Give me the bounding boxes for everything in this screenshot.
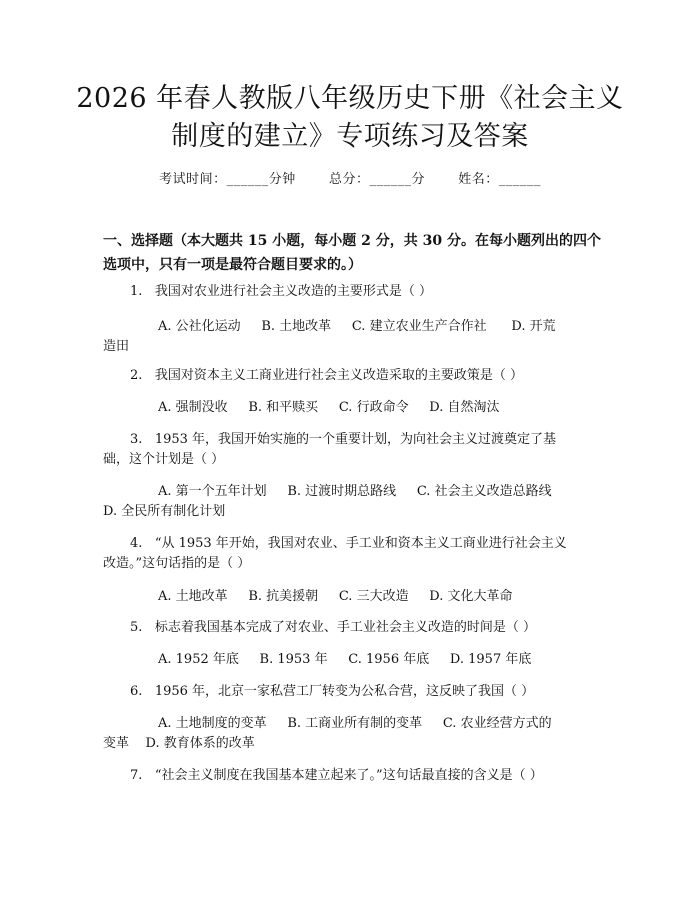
name-blank: ______ [498, 172, 541, 187]
option-c: C. 社会主义改造总路线 [416, 484, 552, 499]
time-blank: ______ [226, 172, 269, 187]
option-d: D. 开荒 [511, 319, 556, 334]
question-text: 我国对资本主义工商业进行社会主义改造采取的主要政策是（ ） [154, 368, 523, 383]
option-a: A. 第一个五年计划 [158, 484, 267, 499]
question-6-options [158, 714, 552, 734]
question-7 [130, 766, 543, 786]
question-2 [130, 366, 523, 386]
question-4-options [158, 587, 512, 607]
question-4 [130, 534, 567, 554]
time-unit: 分钟 [268, 172, 296, 187]
option-d: D. 1957 年底 [449, 652, 532, 667]
question-number: 5. [130, 620, 143, 635]
question-1-options [158, 317, 556, 337]
page-title-line-1: 2026 年春人教版八年级历史下册《社会主义 [76, 83, 624, 114]
question-text: 标志着我国基本完成了对农业、手工业社会主义改造的时间是（ ） [154, 620, 536, 635]
question-number: 6. [130, 684, 143, 699]
option-a: A. 土地制度的变革 [158, 716, 267, 731]
question-3 [130, 430, 556, 450]
option-b: B. 和平赎买 [248, 400, 319, 415]
question-3-text-wrap: 础，这个计划是（ ） [103, 452, 225, 467]
option-c: C. 1956 年底 [348, 652, 430, 667]
question-number: 1. [130, 284, 143, 299]
option-c: C. 三大改造 [338, 589, 409, 604]
question-text: 我国对农业进行社会主义改造的主要形式是（ ） [154, 284, 432, 299]
option-b: B. 工商业所有制的变革 [287, 716, 423, 731]
question-number: 3. [130, 432, 143, 447]
exam-meta [0, 168, 700, 187]
name-label: 姓名： [458, 172, 499, 187]
question-1-option-wrap: 造田 [103, 339, 130, 354]
option-d: D. 自然淘汰 [429, 400, 500, 415]
question-number: 7. [130, 768, 143, 783]
option-b: B. 土地改革 [261, 319, 332, 334]
option-b: B. 1953 年 [259, 652, 328, 667]
time-label: 考试时间： [159, 172, 227, 187]
question-5-options [158, 650, 531, 670]
score-unit: 分 [411, 172, 426, 187]
score-label: 总分： [328, 172, 370, 187]
question-2-options [158, 398, 499, 418]
question-number: 2. [130, 368, 143, 383]
option-c: C. 行政命令 [338, 400, 409, 415]
option-a: A. 1952 年底 [158, 652, 239, 667]
question-number: 4. [130, 536, 143, 551]
section-heading: 一、选择题（本大题共 15 小题，每小题 2 分，共 30 分。在每小题列出的四个选项中，只有一项是最符合题目要求的。） [103, 233, 601, 273]
option-d: D. 文化大革命 [429, 589, 513, 604]
question-5 [130, 618, 536, 638]
question-6 [130, 682, 534, 702]
question-6-option-wrap: 变革 D. 教育体系的改革 [103, 736, 255, 751]
question-text: 1956 年，北京一家私营工厂转变为公私合营，这反映了我国（ ） [154, 684, 535, 699]
score-blank: ______ [369, 172, 412, 187]
question-text: “社会主义制度在我国基本建立起来了。”这句话最直接的含义是（ ） [154, 768, 543, 783]
option-b: B. 抗美援朝 [248, 589, 319, 604]
question-1 [130, 282, 432, 302]
question-text: “从 1953 年开始，我国对农业、手工业和资本主义工商业进行社会主义 [154, 536, 567, 551]
option-b: B. 过渡时期总路线 [287, 484, 397, 499]
option-a: A. 公社化运动 [158, 319, 241, 334]
option-c: C. 农业经营方式的 [442, 716, 552, 731]
question-4-text-wrap: 改造。”这句话指的是（ ） [103, 556, 251, 571]
question-3-option-wrap: D. 全民所有制化计划 [103, 504, 226, 519]
page-title-line-2: 制度的建立》专项练习及答案 [171, 121, 529, 152]
option-c: C. 建立农业生产合作社 [351, 319, 487, 334]
option-a: A. 强制没收 [158, 400, 228, 415]
question-text: 1953 年，我国开始实施的一个重要计划，为向社会主义过渡奠定了基 [154, 432, 557, 447]
question-3-options [158, 482, 552, 502]
option-a: A. 土地改革 [158, 589, 228, 604]
